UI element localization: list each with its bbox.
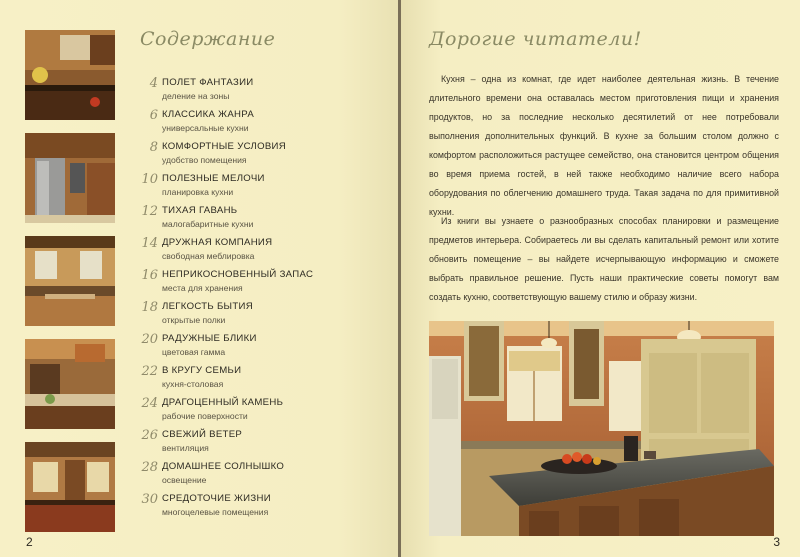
toc-page-number: 16 <box>141 268 158 283</box>
toc-entry-title: ДРАГОЦЕННЫЙ КАМЕНЬ <box>162 397 284 408</box>
page-number-left: 2 <box>26 535 33 549</box>
toc-page-number: 18 <box>141 300 158 315</box>
toc-title: Содержание <box>140 28 276 50</box>
toc-entry-subtitle: цветовая гамма <box>162 347 226 357</box>
toc-entry-title: ПОЛЕЗНЫЕ МЕЛОЧИ <box>162 173 265 184</box>
toc-page-number: 26 <box>141 428 158 443</box>
toc-entry-title: В КРУГУ СЕМЬИ <box>162 365 242 376</box>
kitchen-photo-thumbnail <box>25 339 115 429</box>
toc-entry-subtitle: места для хранения <box>162 283 243 293</box>
toc-page-number: 6 <box>149 108 158 123</box>
kitchen-photo <box>429 321 774 536</box>
toc-page-number: 14 <box>141 236 158 251</box>
toc-entry-title: ЛЕГКОСТЬ БЫТИЯ <box>162 301 253 312</box>
toc-page-number: 4 <box>149 76 158 91</box>
kitchen-photo-thumbnail <box>25 442 115 532</box>
toc-entry-subtitle: удобство помещения <box>162 155 247 165</box>
toc-entry-subtitle: рабочие поверхности <box>162 411 248 421</box>
toc-entry <box>136 205 386 235</box>
toc-entry <box>136 301 386 331</box>
toc-entry-subtitle: деление на зоны <box>162 91 230 101</box>
page-heading: Дорогие читатели! <box>429 28 642 50</box>
toc-entry-subtitle: свободная меблировка <box>162 251 255 261</box>
toc-entry-title: СВЕЖИЙ ВЕТЕР <box>162 429 243 440</box>
toc-entry <box>136 493 386 523</box>
toc-entry <box>136 77 386 107</box>
toc-entry <box>136 461 386 491</box>
toc-entry-title: ТИХАЯ ГАВАНЬ <box>162 205 238 216</box>
kitchen-photo-thumbnail <box>25 133 115 223</box>
toc-entry <box>136 429 386 459</box>
toc-entry <box>136 109 386 139</box>
toc-entry-title: ПОЛЕТ ФАНТАЗИИ <box>162 77 254 88</box>
toc-entry <box>136 173 386 203</box>
toc-entry-title: СРЕДОТОЧИЕ ЖИЗНИ <box>162 493 271 504</box>
toc-page-number: 8 <box>149 140 158 155</box>
toc-entry-title: ДРУЖНАЯ КОМПАНИЯ <box>162 237 273 248</box>
toc-entry <box>136 141 386 171</box>
toc-page-number: 22 <box>141 364 158 379</box>
kitchen-photo-thumbnail <box>25 30 115 120</box>
toc-page-number: 10 <box>141 172 158 187</box>
toc-entry <box>136 397 386 427</box>
toc-entry-subtitle: вентиляция <box>162 443 209 453</box>
toc-entry-subtitle: открытые полки <box>162 315 226 325</box>
toc-entry-subtitle: кухня-столовая <box>162 379 224 389</box>
toc-page-number: 30 <box>141 492 158 507</box>
toc-entry <box>136 237 386 267</box>
toc-entry-subtitle: освещение <box>162 475 207 485</box>
toc-entry-title: КЛАССИКА ЖАНРА <box>162 109 255 120</box>
intro-paragraph-2: Из книги вы узнаете о разнообразных способах планировки и размещение предметов интерьера. Собираетесь ли вы сделать капитальный ремонт или хотите обновить помещение – вы найдете исчерпывающую информацию и сможете выбрать правильное решение. Пусть наши практические советы помогут вам создать кухню, соответствующую вашему стилю и образу жизни. <box>429 216 779 302</box>
toc-page-number: 20 <box>141 332 158 347</box>
left-page <box>0 0 398 557</box>
toc-page-number: 28 <box>141 460 158 475</box>
toc-entry-subtitle: многоцелевые помещения <box>162 507 269 517</box>
page-number-right: 3 <box>773 535 780 549</box>
toc-entry-title: РАДУЖНЫЕ БЛИКИ <box>162 333 257 344</box>
right-page <box>401 0 800 557</box>
toc-entry-subtitle: универсальные кухни <box>162 123 249 133</box>
toc-entry-title: КОМФОРТНЫЕ УСЛОВИЯ <box>162 141 286 152</box>
toc-page-number: 24 <box>141 396 158 411</box>
toc-entry <box>136 269 386 299</box>
toc-entry <box>136 365 386 395</box>
toc-entry-subtitle: планировка кухни <box>162 187 234 197</box>
toc-entry-title: ДОМАШНЕЕ СОЛНЫШКО <box>162 461 285 472</box>
kitchen-photo-thumbnail <box>25 236 115 326</box>
toc-entry-title: НЕПРИКОСНОВЕННЫЙ ЗАПАС <box>162 269 314 280</box>
toc-page-number: 12 <box>141 204 158 219</box>
intro-paragraph-1: Кухня – одна из комнат, где идет наиболее деятельная жизнь. В течение длительного времени она оставалась местом приготовления пищи и хранения продуктов, но за последние несколько десятилетий от нее потребовали выполнения дополнительных функций. В кухне за большим столом должно с комфортом расположиться растущее семейство, она становится центром общения во время приема гостей, в ней также необходимо наличие всего набора оборудования по облегчению домашнего труда. Такая задача по для примитивной кухни. <box>429 74 779 217</box>
toc-entry <box>136 333 386 363</box>
toc-entry-subtitle: малогабаритные кухни <box>162 219 254 229</box>
